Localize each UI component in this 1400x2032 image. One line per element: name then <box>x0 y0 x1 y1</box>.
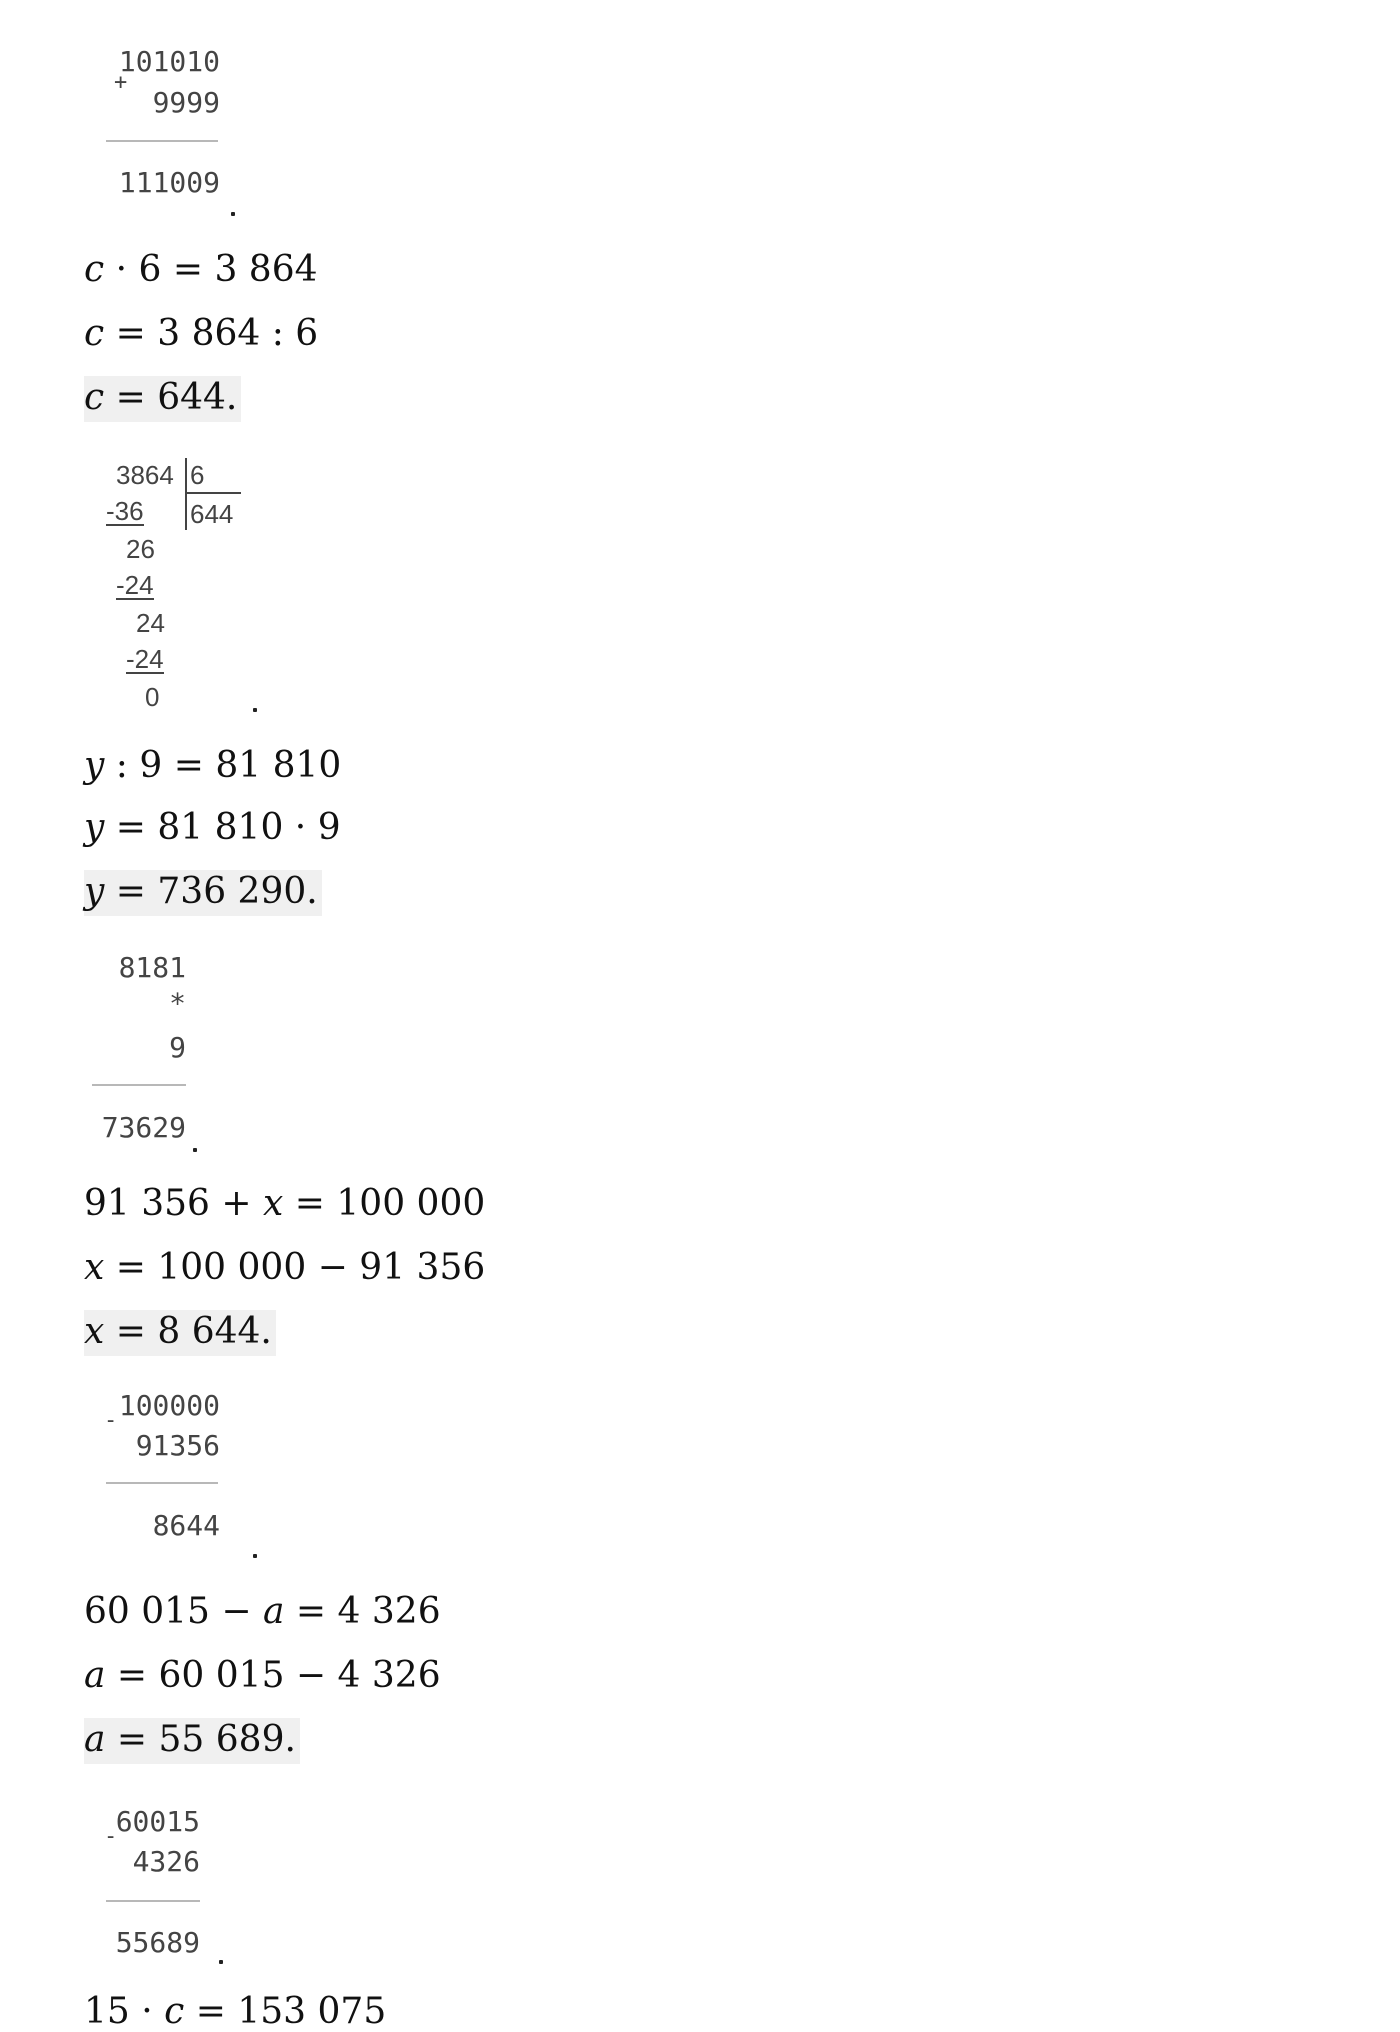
subtrahend: 4326 <box>132 1845 200 1878</box>
factor-1: 8181 <box>118 951 186 984</box>
minus-sign: - <box>104 1824 118 1849</box>
minus-sign: - <box>104 1408 118 1433</box>
equation-line: a = 60 015 − 4 326 <box>84 1655 441 1696</box>
subtrahend: 91356 <box>135 1429 220 1462</box>
difference-result: 55689 <box>115 1926 200 1959</box>
equation-answer: x = 8 644. <box>84 1310 276 1356</box>
period-dot <box>193 1148 197 1152</box>
dividend: 3864 <box>116 460 174 490</box>
minuend: 100000 <box>118 1389 220 1422</box>
product-result: 73629 <box>101 1111 186 1144</box>
period-dot <box>231 212 235 216</box>
multiply-sign: * <box>169 987 186 1020</box>
equation-answer: c = 644. <box>84 376 241 422</box>
equation-line: x = 100 000 − 91 356 <box>84 1247 486 1288</box>
addend-2: 9999 <box>152 86 220 119</box>
equation-line: y : 9 = 81 810 <box>84 745 342 786</box>
sum-line <box>106 140 218 142</box>
step-subtract: -24 <box>126 644 164 674</box>
quotient: 644 <box>190 499 234 529</box>
factor-2: 9 <box>169 1031 186 1064</box>
equation-line: y = 81 810 · 9 <box>84 807 341 848</box>
step-subtract: -36 <box>106 496 144 526</box>
difference-line <box>106 1482 218 1484</box>
quotient-line <box>185 492 241 494</box>
step-remainder: 24 <box>136 608 165 638</box>
equation-line: 91 356 + x = 100 000 <box>84 1183 486 1224</box>
equation-line: 15 · c = 153 075 <box>84 1991 387 2032</box>
step-remainder: 26 <box>126 534 155 564</box>
division-bar <box>185 458 187 530</box>
plus-sign: + <box>114 70 128 95</box>
product-line <box>92 1084 186 1086</box>
difference-result: 8644 <box>152 1509 220 1542</box>
equation-answer: a = 55 689. <box>84 1718 300 1764</box>
equation-line: c · 6 = 3 864 <box>84 249 318 290</box>
minuend: 60015 <box>115 1805 200 1838</box>
step-subtract: -24 <box>116 570 154 600</box>
equation-line: c = 3 864 : 6 <box>84 313 319 354</box>
difference-line <box>106 1900 200 1902</box>
period-dot <box>253 1554 257 1558</box>
step-remainder: 0 <box>145 682 160 712</box>
equation-answer: y = 736 290. <box>84 870 322 916</box>
period-dot <box>219 1960 223 1964</box>
sum-result: 111009 <box>118 166 220 199</box>
period-dot <box>253 708 257 712</box>
addend-1: 101010 <box>118 45 220 78</box>
equation-line: 60 015 − a = 4 326 <box>84 1591 441 1632</box>
divisor: 6 <box>190 460 205 490</box>
